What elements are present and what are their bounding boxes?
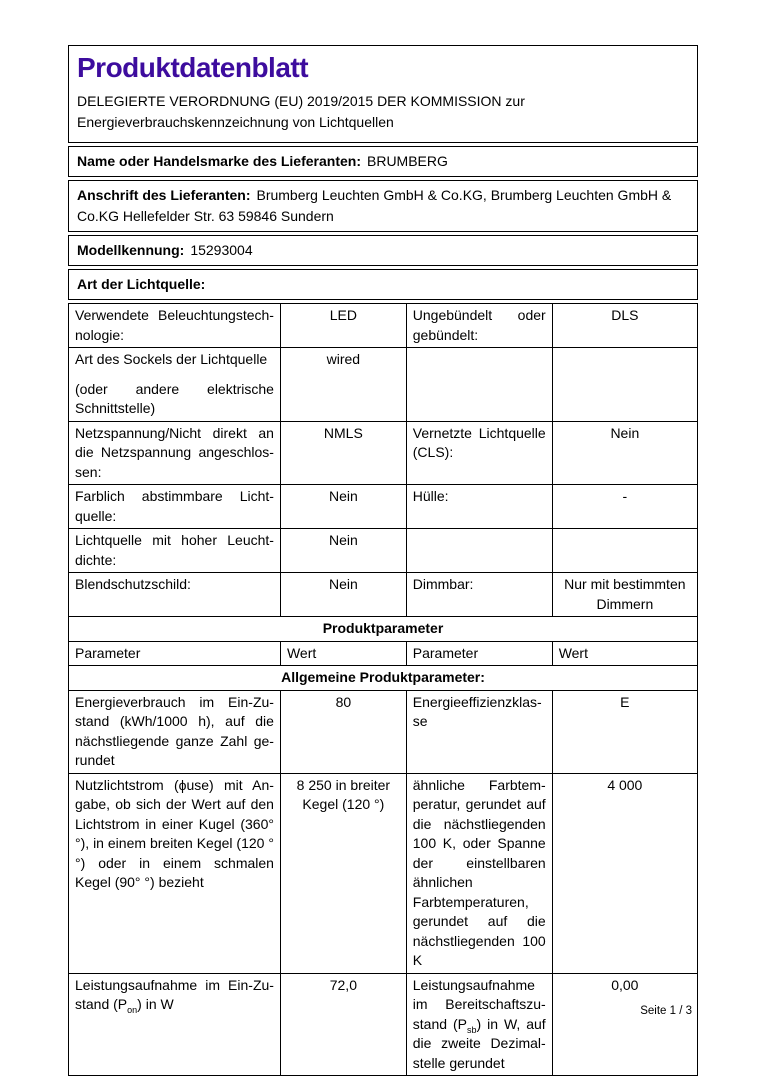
param-line-1: Art des Sockels der Lichtquelle xyxy=(75,351,268,367)
value-cell: LED xyxy=(280,304,406,348)
value-cell: NMLS xyxy=(280,421,406,485)
title-block xyxy=(68,45,698,143)
table-row xyxy=(69,529,698,573)
model-id-row xyxy=(68,235,698,266)
column-header: Wert xyxy=(280,641,406,666)
value-cell: E xyxy=(552,690,697,773)
section-title-allgemeine-produktparameter: Allgemeine Produktparameter: xyxy=(69,666,698,691)
value-cell: Nur mit bestimmten Dimmern xyxy=(552,573,697,617)
section-row xyxy=(69,617,698,642)
param-cell xyxy=(406,348,552,422)
param-cell xyxy=(406,529,552,573)
light-source-type-row xyxy=(68,269,698,300)
param-text: Leistungsaufnahme im Bereitschaftszustand (P xyxy=(412,976,546,1032)
table-row xyxy=(69,304,698,348)
param-text: Leistungsaufnahme im Ein-Zustand (P xyxy=(75,976,274,1012)
supplier-address-value: Brumberg Leuchten GmbH & Co.KG, Brumberg Leuchten GmbH & Co.KG Hellefelder Str. 63 59846 Sundern xyxy=(77,187,672,224)
datasheet-document xyxy=(68,45,698,1076)
param-cell xyxy=(69,348,281,422)
param-line-2: (oder andere elektrische Schnittstelle) xyxy=(75,380,274,416)
value-cell: DLS xyxy=(552,304,697,348)
supplier-name-value: BRUMBERG xyxy=(367,153,448,169)
table-row xyxy=(69,973,698,1076)
supplier-address-label: Anschrift des Lieferanten: xyxy=(77,187,251,203)
value-cell: - xyxy=(552,485,697,529)
param-cell: Blendschutzschild: xyxy=(69,573,281,617)
value-cell: 4 000 xyxy=(552,773,697,973)
param-cell: Energieverbrauch im Ein-Zustand (kWh/1000 h), auf die nächstliegende ganze Zahl gerundet xyxy=(69,690,281,773)
subtitle-line-1: DELEGIERTE VERORDNUNG (EU) 2019/2015 DER KOMMISSION zur xyxy=(77,93,525,109)
column-header: Wert xyxy=(552,641,697,666)
value-cell: 8 250 in breiter Kegel (120 °) xyxy=(280,773,406,973)
table-row xyxy=(69,348,698,422)
supplier-address-row xyxy=(68,180,698,232)
table-row xyxy=(69,421,698,485)
subtitle-line-2: Energieverbrauchskennzeichnung von Lichtquellen xyxy=(77,114,394,130)
param-cell: Nutzlichtstrom (ϕuse) mit Angabe, ob sich der Wert auf den Lichtstrom in einer Kugel (360° °), in einem breiten Kegel (120 °°) oder in einem schmalen Kegel (90° °) bezieht xyxy=(69,773,281,973)
table-row xyxy=(69,773,698,973)
column-header: Parameter xyxy=(69,641,281,666)
param-text: ) in W, auf die zweite Dezimalstelle gerundet xyxy=(412,1015,546,1071)
param-cell: Netzspannung/Nicht direkt an die Netzspannung angeschlossen: xyxy=(69,421,281,485)
regulation-subtitle xyxy=(77,91,689,133)
section-row xyxy=(69,666,698,691)
param-cell: ähnliche Farbtemperatur, gerundet auf die nächstliegenden 100 K, oder Spanne der einstellbaren ähnlichen Farbtemperaturen, gerundet auf die nächstliegenden 100 K xyxy=(406,773,552,973)
param-cell: Energieeffizienzklasse xyxy=(406,690,552,773)
value-cell: Nein xyxy=(552,421,697,485)
section-title-produktparameter: Produktparameter xyxy=(69,617,698,642)
supplier-name-label: Name oder Handelsmarke des Lieferanten: xyxy=(77,153,361,169)
column-header-row xyxy=(69,641,698,666)
value-cell: wired xyxy=(280,348,406,422)
table-row xyxy=(69,485,698,529)
model-id-label: Modellkennung: xyxy=(77,242,185,258)
value-cell: 72,0 xyxy=(280,973,406,1076)
value-cell: Nein xyxy=(280,529,406,573)
value-cell xyxy=(552,348,697,422)
light-source-type-label: Art der Lichtquelle: xyxy=(77,276,206,292)
model-id-value: 15293004 xyxy=(190,242,253,258)
param-cell: Ungebündelt oder gebündelt: xyxy=(406,304,552,348)
param-cell: Vernetzte Lichtquelle (CLS): xyxy=(406,421,552,485)
param-cell xyxy=(69,973,281,1076)
value-cell: 80 xyxy=(280,690,406,773)
page-number: Seite 1 / 3 xyxy=(640,1005,692,1017)
param-cell: Hülle: xyxy=(406,485,552,529)
param-cell: Verwendete Beleuchtungstechnologie: xyxy=(69,304,281,348)
param-cell: Lichtquelle mit hoher Leuchtdichte: xyxy=(69,529,281,573)
page-title: Produktdatenblatt xyxy=(77,52,309,83)
table-row xyxy=(69,690,698,773)
param-cell: Dimmbar: xyxy=(406,573,552,617)
column-header: Parameter xyxy=(406,641,552,666)
value-cell: Nein xyxy=(280,485,406,529)
param-cell xyxy=(406,973,552,1076)
subscript-on: on xyxy=(127,1004,138,1015)
value-cell: Nein xyxy=(280,573,406,617)
supplier-name-row xyxy=(68,146,698,177)
param-cell: Farblich abstimmbare Lichtquelle: xyxy=(69,485,281,529)
product-parameters-table xyxy=(68,303,698,1076)
param-text: ) in W xyxy=(137,996,174,1012)
value-cell: 0,00 xyxy=(552,973,697,1076)
value-cell xyxy=(552,529,697,573)
subscript-sb: sb xyxy=(466,1024,477,1035)
table-row xyxy=(69,573,698,617)
